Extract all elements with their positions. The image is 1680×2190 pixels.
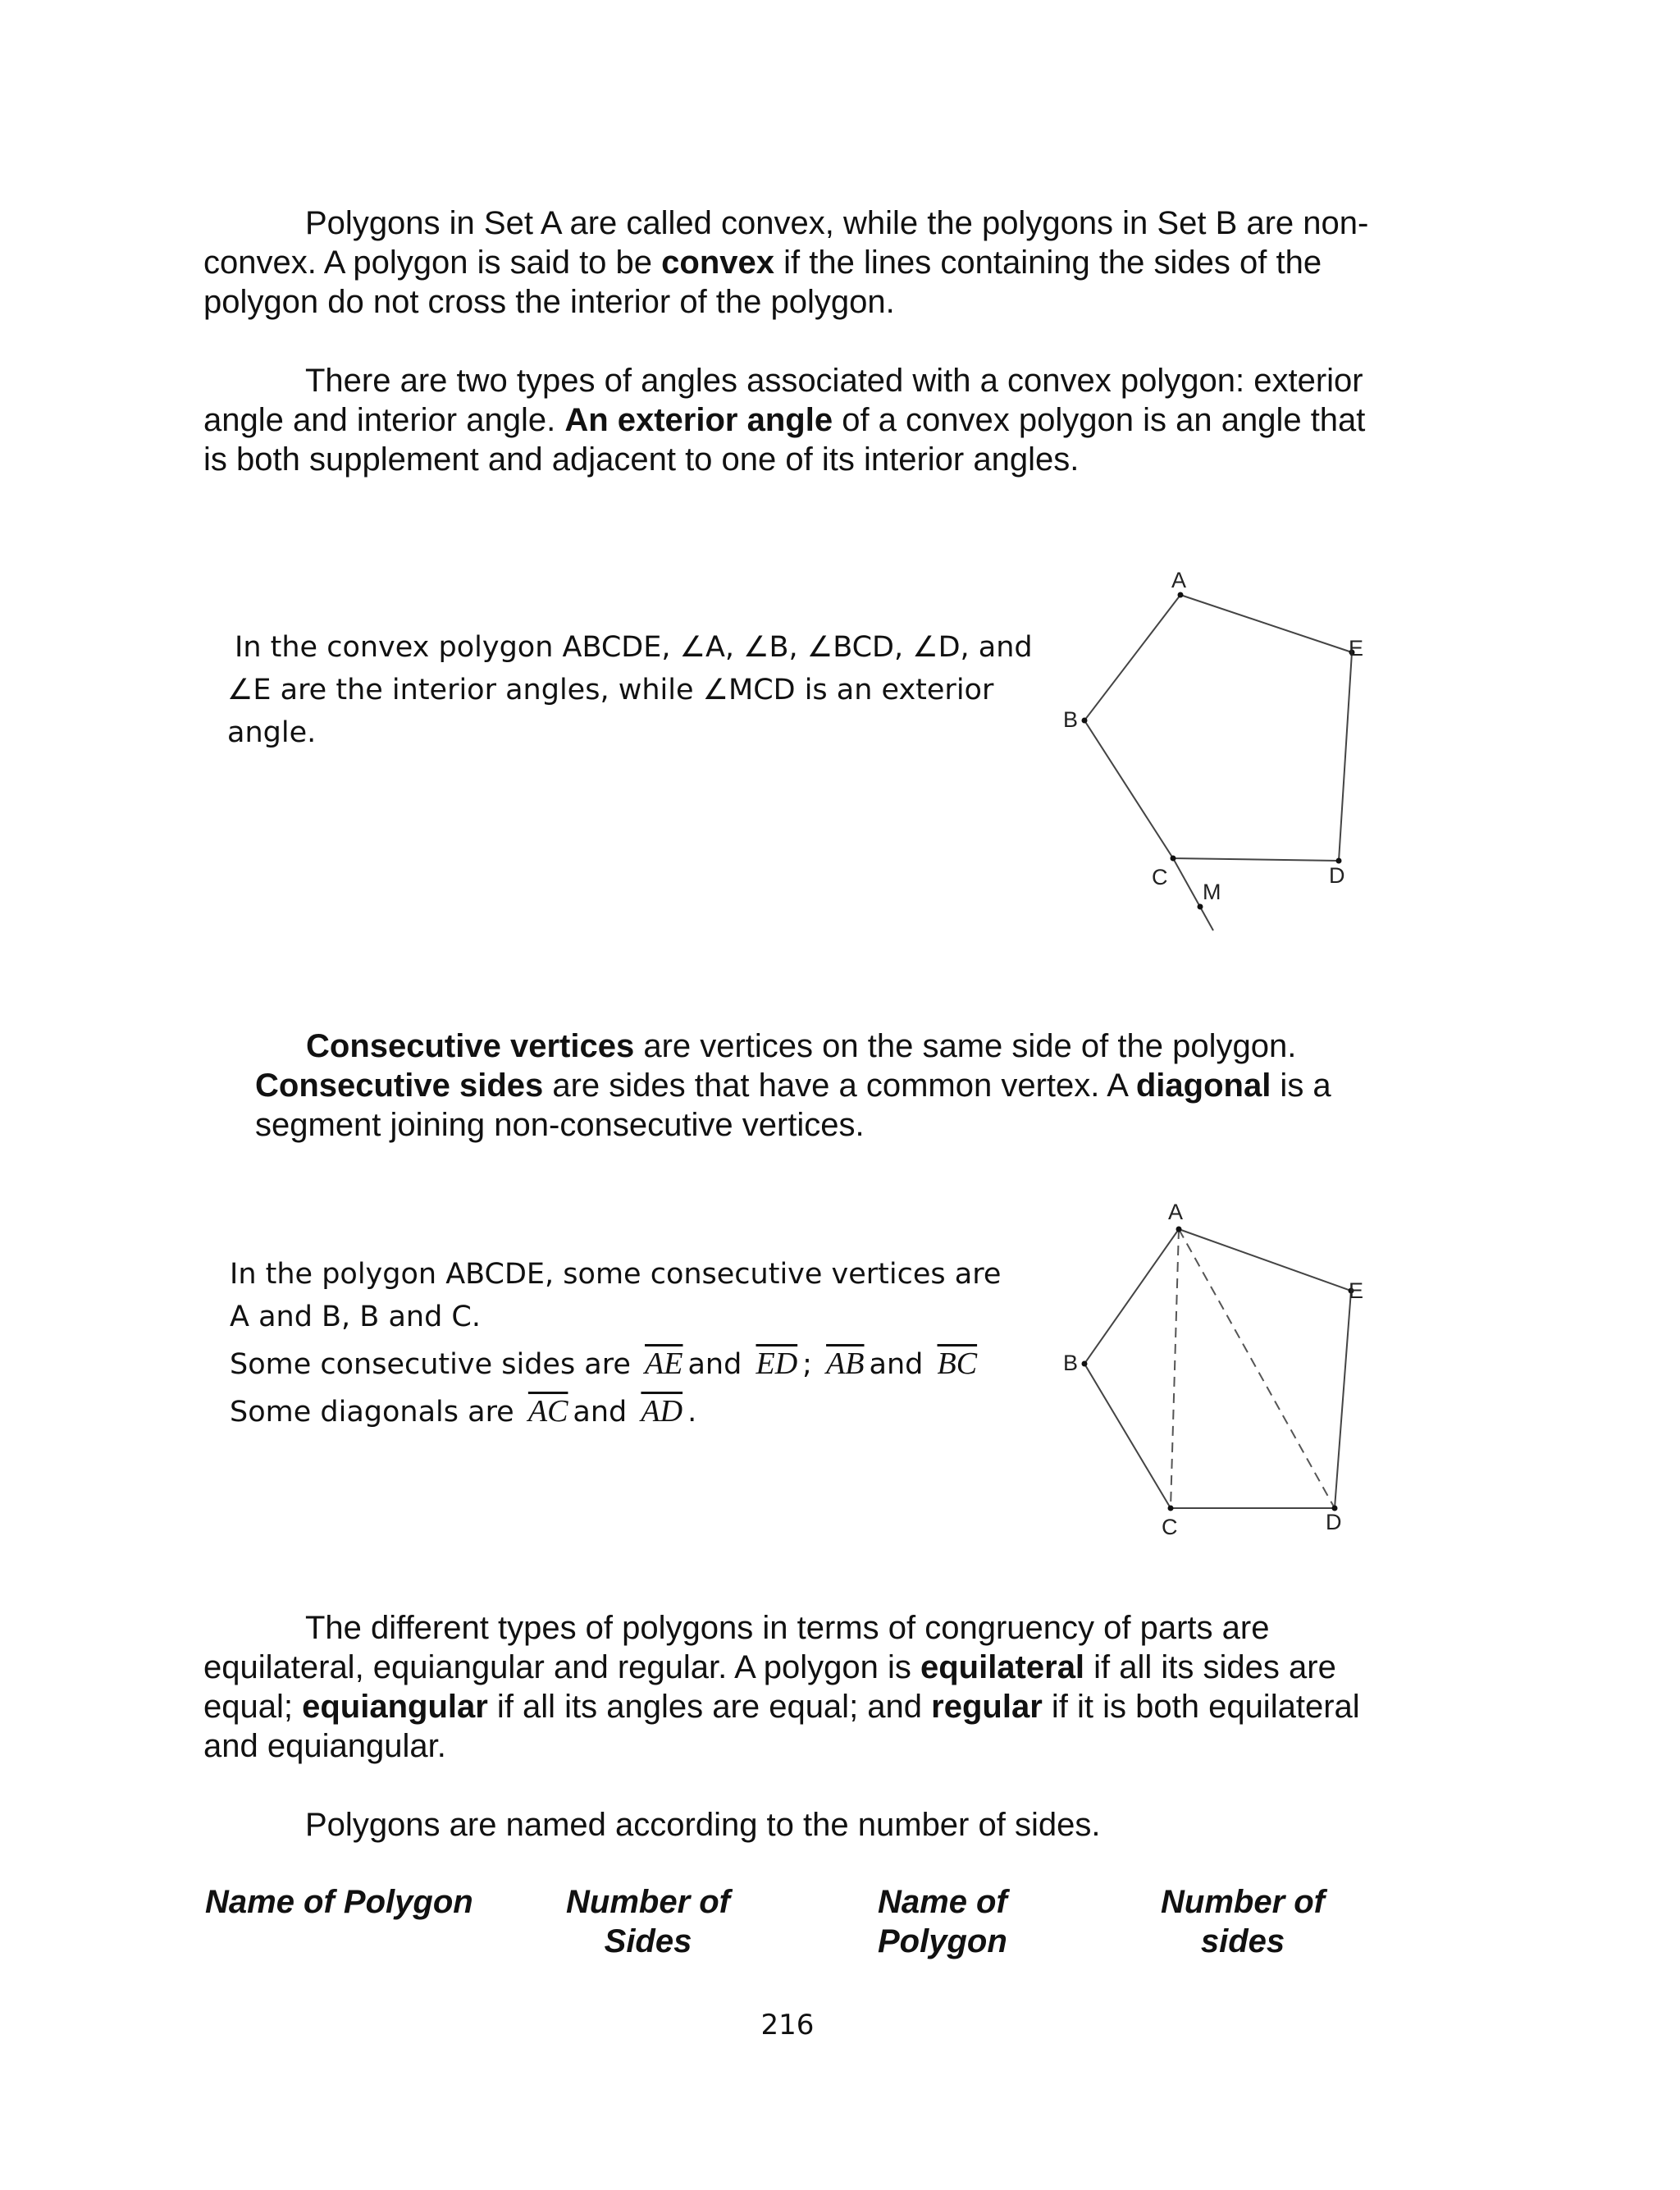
term-diagonal: diagonal xyxy=(1135,1068,1271,1104)
vertex-a-dot xyxy=(1178,592,1184,598)
figure-pentagon-exterior-angle xyxy=(1050,558,1411,952)
paragraph-consecutive-diagonal: Consecutive vertices are vertices on the same side of the polygon. Consecutive sides are sides that have a common vertex. A diagonal is a segment joining non-consecutive vertices. xyxy=(255,1028,1331,1143)
label-e: E xyxy=(1349,1278,1364,1303)
vertex-c-dot xyxy=(1171,856,1176,862)
segment-ab: $\overline{AB}$ xyxy=(826,1346,865,1381)
term-equilateral: equilateral xyxy=(920,1649,1085,1685)
paragraph-congruency-types: The different types of polygons in terms of congruency of parts are equilateral, equiangular and regular. A polygon is equilateral if all its sides are equal; equiangular if all its angles are equal; and regular if it is both equilateral and equiangular. xyxy=(203,1610,1360,1764)
term-exterior-angle: An exterior angle xyxy=(564,402,833,438)
term-regular: regular xyxy=(931,1689,1043,1725)
vertex-b-dot xyxy=(1082,718,1088,724)
paragraph-convex-definition: Polygons in Set A are called convex, while the polygons in Set B are non-convex. A polygon is said to be convex if the lines containing the sides of the polygon do not cross the interior of the polygon. xyxy=(203,205,1369,320)
label-d: D xyxy=(1326,1510,1342,1534)
figure-pentagon-diagonals xyxy=(1050,1190,1411,1567)
term-consecutive-sides: Consecutive sides xyxy=(255,1068,544,1104)
callout1-line1: In the convex polygon ABCDE, ∠A, ∠B, ∠BCD, ∠D, and xyxy=(235,631,1033,664)
vertex-b-dot xyxy=(1082,1361,1088,1367)
vertex-c-dot xyxy=(1168,1506,1174,1511)
header-number-of-sides: Number of Sides xyxy=(566,1884,730,1959)
callout2-line2: A and B, B and C. xyxy=(230,1301,481,1333)
callout2-line3: Some consecutive sides are $\overline{AE}$ and $\overline{ED}$ ; $\overline{AB}$ and $\overline{BC}$ xyxy=(230,1346,978,1381)
label-e: E xyxy=(1349,636,1364,661)
header-number-of-sides-2: Number of sides xyxy=(1161,1884,1325,1959)
vertex-a-dot xyxy=(1176,1227,1182,1232)
segment-ac: $\overline{AC}$ xyxy=(527,1394,568,1429)
paragraph-naming: Polygons are named according to the number of sides. xyxy=(305,1807,1101,1843)
segment-ad: $\overline{AD}$ xyxy=(641,1394,683,1429)
label-a: A xyxy=(1171,568,1187,592)
segment-bc: $\overline{BC}$ xyxy=(937,1346,978,1381)
label-b: B xyxy=(1063,1351,1079,1375)
pentagon-outline xyxy=(1084,595,1352,861)
label-d: D xyxy=(1329,863,1345,888)
point-m-dot xyxy=(1198,904,1203,910)
term-convex: convex xyxy=(661,245,775,281)
label-m: M xyxy=(1203,880,1221,904)
callout2-line1: In the polygon ABCDE, some consecutive vertices are xyxy=(230,1258,1002,1291)
paragraph-exterior-angle: There are two types of angles associated with a convex polygon: exterior angle and interior angle. An exterior angle of a convex polygon is an angle that is both supplement and adjacent to one of its interior angles. xyxy=(203,363,1366,478)
segment-ae: $\overline{AE}$ xyxy=(645,1346,683,1381)
header-name-of-polygon: Name of Polygon xyxy=(205,1884,473,1920)
callout1-line2: ∠E are the interior angles, while ∠MCD is an exterior xyxy=(227,674,994,706)
term-equiangular: equiangular xyxy=(302,1689,488,1725)
diagonal-ad xyxy=(1179,1229,1335,1508)
label-c: C xyxy=(1152,865,1168,889)
header-name-of-polygon-2: Name of Polygon xyxy=(878,1884,1007,1959)
segment-ed: $\overline{ED}$ xyxy=(756,1346,798,1381)
label-b: B xyxy=(1063,707,1079,732)
page-number: 216 xyxy=(760,2009,815,2041)
term-consecutive-vertices: Consecutive vertices xyxy=(306,1028,635,1064)
callout2-line4: Some diagonals are $\overline{AC}$ and $\overline{AD}$ . xyxy=(230,1394,697,1429)
callout1-line3: angle. xyxy=(227,716,317,749)
diagonal-ac xyxy=(1171,1229,1179,1508)
label-a: A xyxy=(1168,1200,1184,1224)
label-c: C xyxy=(1162,1515,1178,1539)
